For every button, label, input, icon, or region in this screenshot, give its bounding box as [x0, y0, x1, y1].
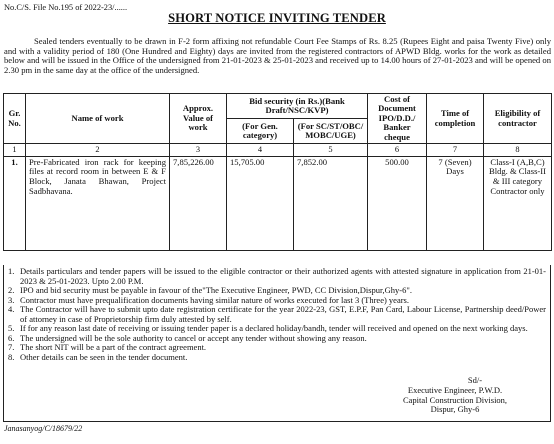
column-number: 6: [368, 144, 427, 156]
note-text: Details particulars and tender papers will be issued to the eligible contractor or their authorized agents with attested signature in application from 21-01-2023 & 25-01-2023. Upto 2.00 P.M.: [20, 266, 546, 286]
cell-time-of-completion: 7 (Seven) Days: [427, 156, 484, 250]
note-number: 5.: [8, 323, 15, 334]
note-number: 4.: [8, 304, 15, 315]
column-number: 1: [4, 144, 26, 156]
note-text: The undersigned will be the sole authority to cancel or accept any tender without showing any reason.: [20, 332, 367, 343]
tender-table: [3, 93, 552, 251]
cell-bid-sc: 7,852.00: [294, 156, 368, 250]
reference-number: Janasanyog/C/18679/22: [4, 424, 83, 433]
cell-approx-value: 7,85,226.00: [170, 156, 227, 250]
cell-gr-no: 1.: [4, 156, 26, 250]
signature-sd: Sd/-: [467, 375, 483, 385]
note-number: 7.: [8, 342, 15, 353]
note-number: 3.: [8, 294, 15, 305]
column-number: 7: [427, 144, 484, 156]
note-text: Other details can be seen in the tender document.: [20, 351, 188, 362]
list-item: [8, 353, 546, 363]
note-text: Contractor must have prequalification documents having similar nature of works executed for last 3 (Three) years.: [20, 294, 409, 305]
table-row: [4, 156, 552, 250]
header-bid-security: Bid security (in Rs.)(Bank Draft/NSC/KVP): [227, 94, 368, 119]
table-header-row: [4, 94, 552, 119]
header-name-of-work: Name of work: [26, 94, 170, 144]
note-number: 2.: [8, 285, 15, 296]
header-for-sc: (For SC/ST/OBC/ MOBC/UGE): [294, 119, 368, 144]
note-text: The short NIT will be a part of the contract agreement.: [20, 342, 207, 353]
note-number: 1.: [8, 266, 15, 276]
cell-cost-of-document: 500.00: [368, 156, 427, 250]
header-gr-no: Gr. No.: [4, 94, 26, 144]
intro-paragraph: Sealed tenders eventually to be drawn in F-2 form affixing not refundable Court Fee Stamps of Rs. 8.25 (Rupees Eight and paisa Twenty Five) only and with a validity period of 180 (One Hundred and Eighty) days are invited from the registered contractors of APWD Bldg. works for the work as detailed below and will be issued in the Office of the undersigned from 21-01-2023 & 25-01-2023 and received up to 14.00 hours of 27-01-2023 and will be opened on 2.30 pm in the same day at the office of the undersigned.: [4, 36, 551, 76]
header-approx-value: Approx. Value of work: [170, 94, 227, 144]
file-number: No.C/S. File No.195 of 2022-23/......: [4, 3, 128, 12]
note-number: 8.: [8, 351, 15, 362]
list-item: [8, 267, 546, 286]
column-number: 3: [170, 144, 227, 156]
column-number: 4: [227, 144, 294, 156]
header-for-gen: (For Gen. category): [227, 119, 294, 144]
cell-bid-gen: 15,705.00: [227, 156, 294, 250]
signature-division: Capital Construction Division,: [402, 394, 508, 405]
list-item: [8, 305, 546, 324]
column-number: 2: [26, 144, 170, 156]
cell-name-of-work: Pre-Fabricated iron rack for keeping files at record room in between E & F Block, Janata Bhawan, Project Sadbhavana.: [26, 156, 170, 250]
header-cost-of-document: Cost of Document IPO/D.D./ Banker cheque: [368, 94, 427, 144]
signature-designation: Executive Engineer, P.W.D.: [407, 384, 503, 395]
notes-list: [4, 265, 550, 362]
column-number-row: [4, 144, 552, 156]
header-time-of-completion: Time of completion: [427, 94, 484, 144]
header-eligibility: Eligibility of contractor: [484, 94, 552, 144]
column-number: 8: [484, 144, 552, 156]
note-text: If for any reason last date of receiving or issuing tender paper is a declared holiday/bandh, tender will received and opened on the next working days.: [20, 323, 528, 334]
notice-title: SHORT NOTICE INVITING TENDER: [168, 11, 386, 25]
note-text: IPO and bid security must be payable in favour of the"The Executive Engineer, PWD, CC Division,Dispur,Ghy-6".: [20, 285, 412, 296]
note-number: 6.: [8, 332, 15, 343]
cell-eligibility: Class-I (A,B,C) Bldg. & Class-II & III category Contractor only: [484, 156, 552, 250]
column-number: 5: [294, 144, 368, 156]
signature-block: [365, 376, 545, 415]
note-text: The Contractor will have to submit upto date registration certificate for the year 2022-23, GST, E.P.F, Pan Card, Labour License, Partnership deed/Power of attorney in case of Proprietorship firm duly attested by self.: [20, 304, 546, 324]
signature-location: Dispur, Ghy-6: [430, 404, 480, 415]
